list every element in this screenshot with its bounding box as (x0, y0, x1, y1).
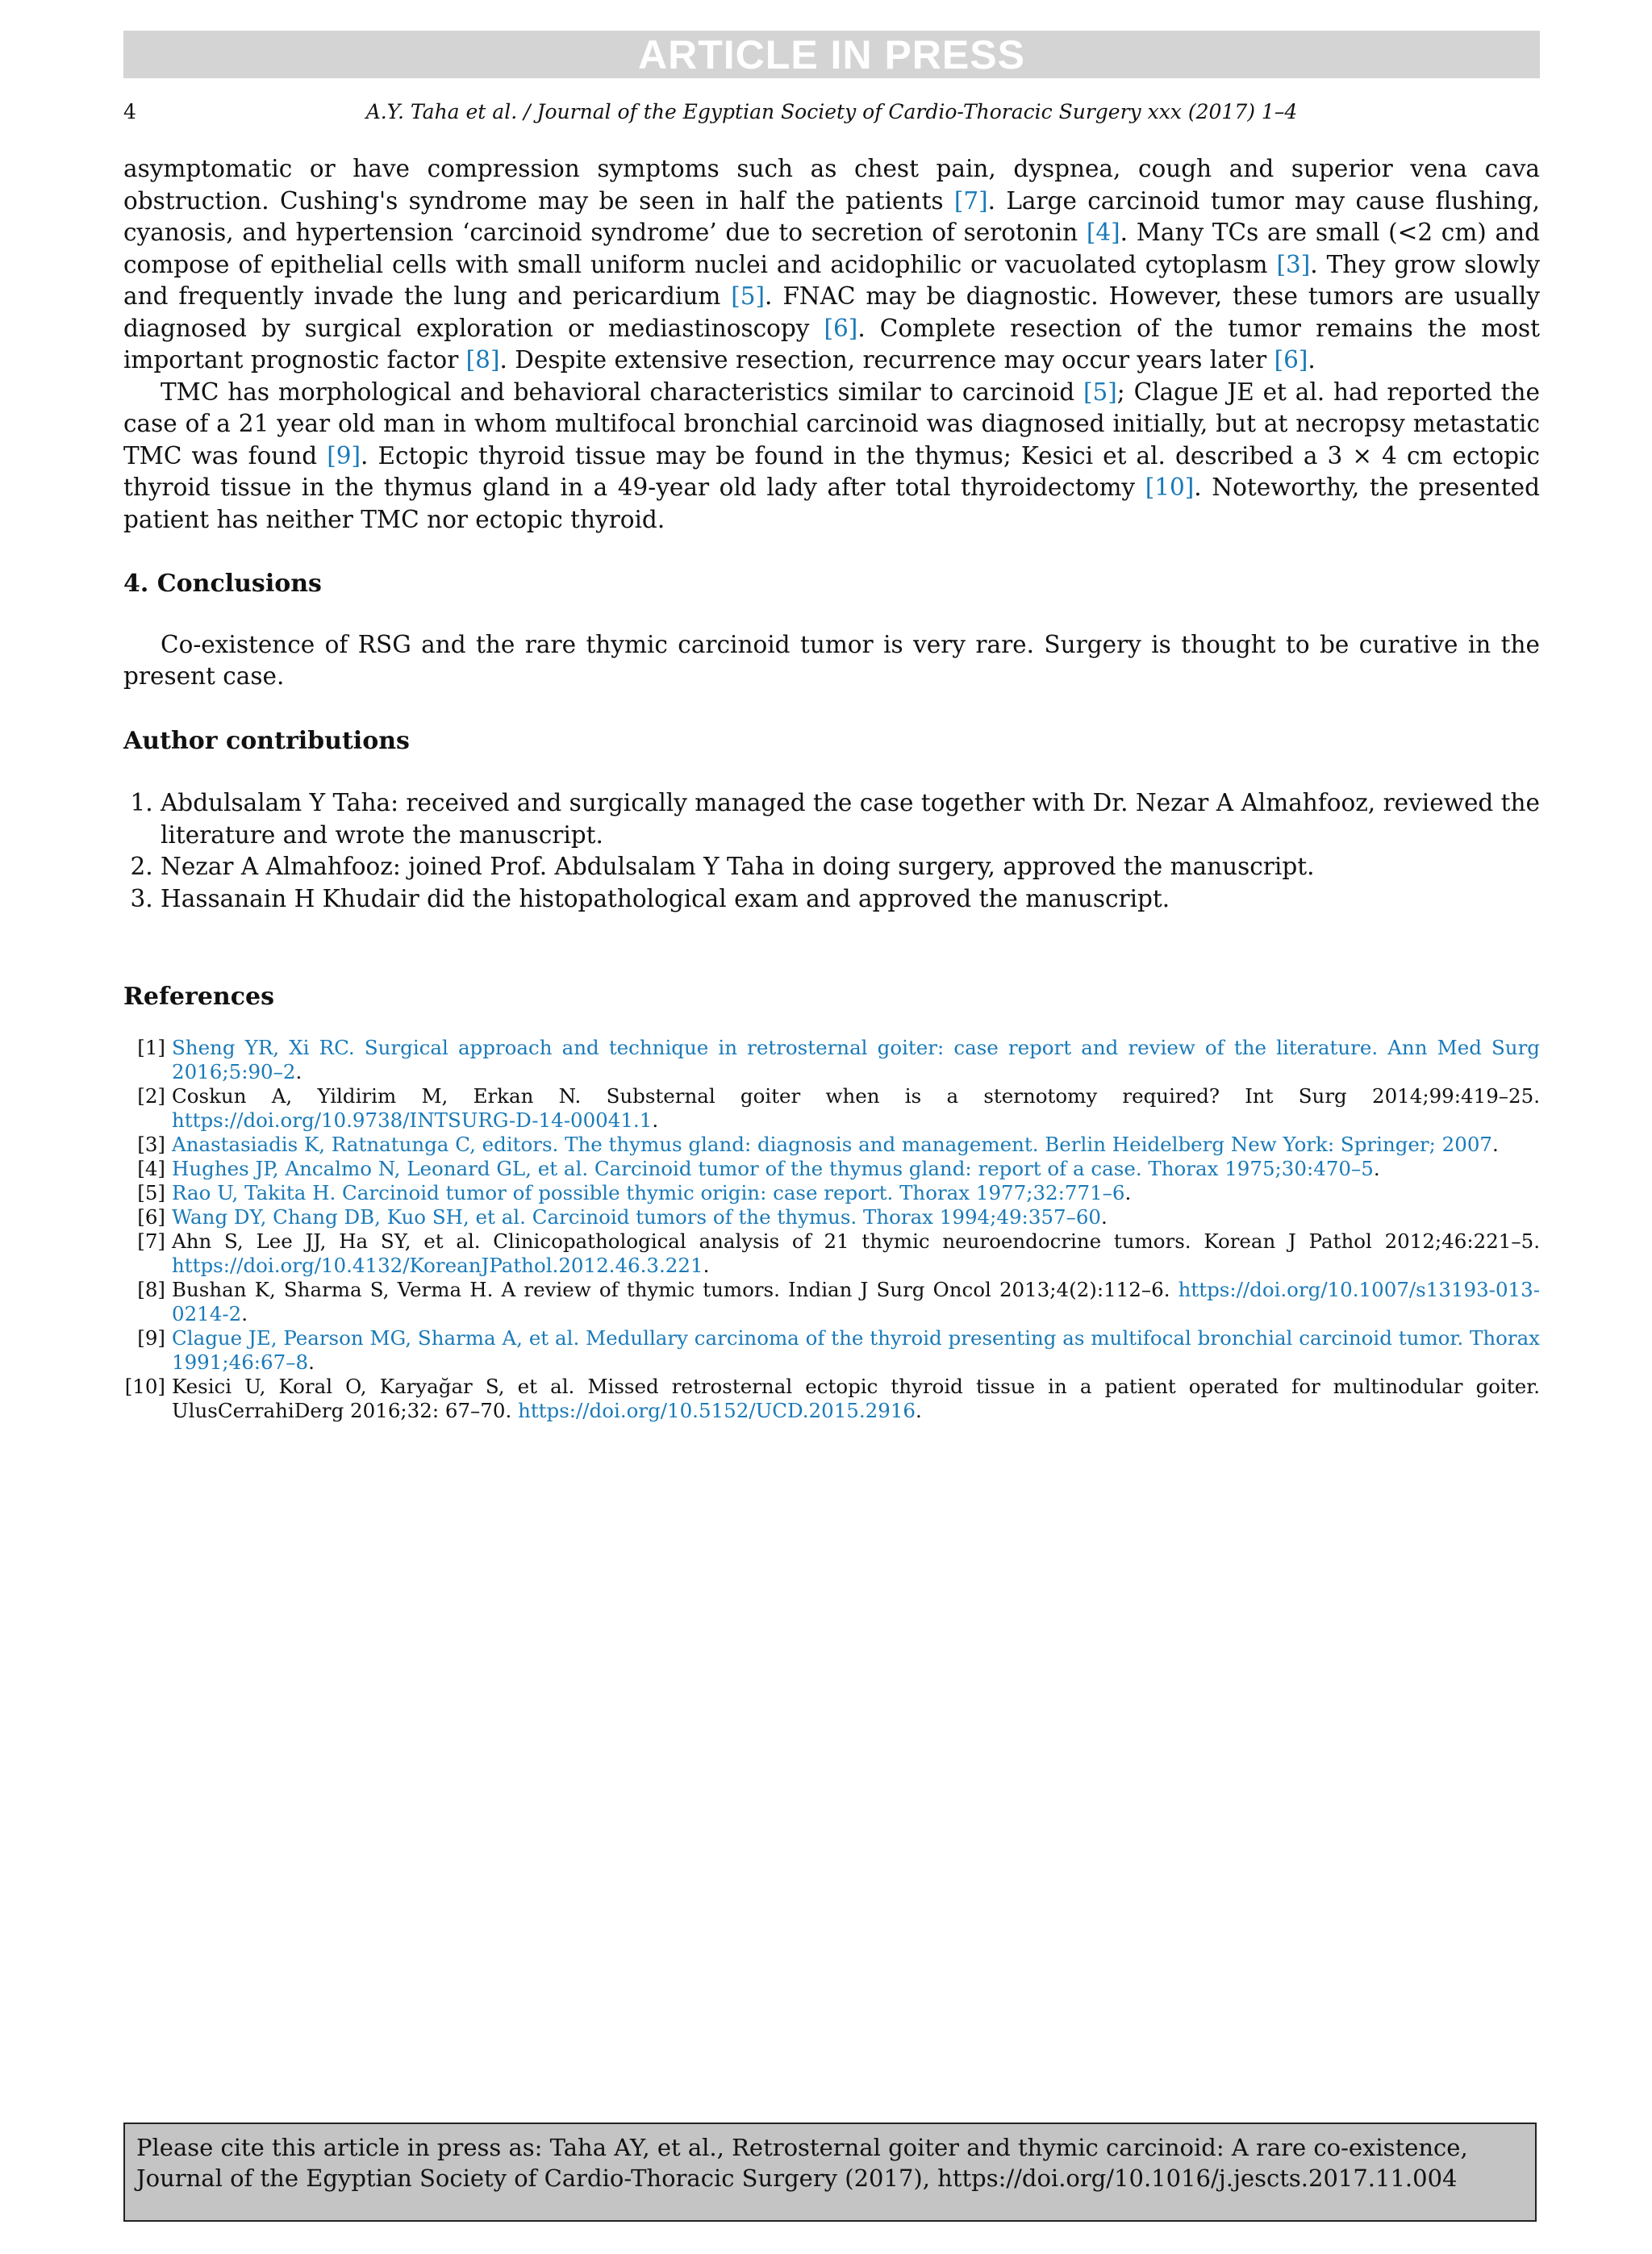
reference-number: [2] (137, 1083, 165, 1108)
reference-tail: . (295, 1059, 302, 1083)
reference-number: [1] (137, 1035, 165, 1059)
reference-tail: . (1124, 1180, 1132, 1204)
reference-link[interactable]: Sheng YR, Xi RC. Surgical approach and technique in retrosternal goiter: case report and review of the literature. Ann Med Surg 2016;5:90–2 (172, 1035, 1540, 1083)
text-run: . Ectopic thyroid tissue may be found in the thymus; Kesici et al. described a 3 × 4 cm ectopic thyroid tissue in the thymus gland in a 49-year old lady after total thyroidectomy (123, 441, 1540, 501)
author-contributions-list (123, 787, 1540, 915)
reference-number: [9] (137, 1325, 165, 1350)
text-run: . Noteworthy, the presented patient has neither TMC nor ectopic thyroid. (123, 474, 1541, 533)
citation-link[interactable]: [8] (465, 346, 500, 374)
paragraph-discussion-1 (123, 153, 1540, 377)
text-run: . Complete resection of the tumor remains the most important prognostic factor (123, 314, 1540, 374)
reference-tail: . (703, 1253, 710, 1277)
text-run: TMC has morphological and behavioral characteristics similar to carcinoid (161, 378, 1083, 406)
reference-item (123, 1157, 1540, 1181)
doi-link[interactable]: https://doi.org/10.9738/INTSURG-D-14-00041.1 (172, 1108, 653, 1132)
contribution-item: 1. Abdulsalam Y Taha: received and surgically managed the case together with Dr. Nezar A Almahfooz, reviewed the literature and wrote the manuscript. (161, 787, 1540, 851)
reference-number: [3] (137, 1132, 165, 1156)
reference-item (123, 1375, 1540, 1423)
citation-link[interactable]: [7] (953, 186, 988, 215)
reference-tail: . (1492, 1132, 1499, 1156)
reference-text: Kesici U, Koral O, Karyağar S, et al. Missed retrosternal ectopic thyroid tissue in a patient operated for multinodular goiter. UlusCerrahiDerg 2016;32: 67–70. (172, 1374, 1540, 1422)
reference-text: Bushan K, Sharma S, Verma H. A review of thymic tumors. Indian J Surg Oncol 2013;4(2):112–6. (172, 1277, 1179, 1301)
text-run: asymptomatic or have compression symptoms such as chest pain, dyspnea, cough and superior vena cava obstruction. Cushing's syndrome may be seen in half the patients (123, 155, 1540, 215)
text-run: . Despite extensive resection, recurrence may occur years later (499, 346, 1274, 374)
page-number: 4 (123, 100, 136, 123)
reference-tail: . (916, 1398, 922, 1422)
doi-link[interactable]: https://doi.org/10.4132/KoreanJPathol.2012.46.3.221 (172, 1253, 703, 1277)
reference-link[interactable]: Clague JE, Pearson MG, Sharma A, et al. Medullary carcinoma of the thyroid presenting as multifocal bronchial carcinoid tumor. Thorax 1991;46:67–8 (172, 1325, 1540, 1374)
reference-tail: . (1373, 1156, 1380, 1180)
reference-link[interactable]: Wang DY, Chang DB, Kuo SH, et al. Carcinoid tumors of the thymus. Thorax 1994;49:357–60 (172, 1204, 1102, 1229)
reference-item (123, 1278, 1540, 1326)
reference-item (123, 1084, 1540, 1133)
citation-link[interactable]: [6] (824, 314, 858, 342)
reference-number: [5] (137, 1180, 165, 1204)
article-body (123, 153, 1540, 1423)
reference-item (123, 1133, 1540, 1157)
text-run: . They grow slowly and frequently invade the lung and pericardium (123, 250, 1540, 310)
citation-link[interactable]: [6] (1274, 346, 1308, 374)
reference-tail: . (652, 1108, 659, 1132)
citation-notice-box: Please cite this article in press as: Taha AY, et al., Retrosternal goiter and thymic carcinoid: A rare co-existence, Journal of the Egyptian Society of Cardio-Thoracic Surgery (2017), https://doi.org/10.1016/j.jescts.2017.11.004 (123, 2123, 1537, 2222)
citation-link[interactable]: [9] (327, 441, 361, 470)
reference-text: Ahn S, Lee JJ, Ha SY, et al. Clinicopathological analysis of 21 thymic neuroendocrine tumors. Korean J Pathol 2012;46:221–5. (172, 1229, 1540, 1253)
reference-number: [4] (137, 1156, 165, 1180)
reference-item (123, 1326, 1540, 1375)
citation-link[interactable]: [5] (731, 282, 766, 310)
reference-item (123, 1205, 1540, 1229)
contribution-item: 2. Nezar A Almahfooz: joined Prof. Abdulsalam Y Taha in doing surgery, approved the manuscript. (161, 851, 1540, 883)
doi-link[interactable]: https://doi.org/10.5152/UCD.2015.2916 (518, 1398, 916, 1422)
running-head: A.Y. Taha et al. / Journal of the Egyptian Society of Cardio-Thoracic Surgery xxx (2017) 1–4 (365, 100, 1298, 123)
text-run: . (1308, 346, 1316, 374)
text-run: . Large carcinoid tumor may cause flushing, cyanosis, and hypertension ‘carcinoid syndrome’ due to secretion of serotonin (123, 186, 1540, 246)
paragraph-discussion-2 (123, 377, 1540, 536)
reference-list (123, 1036, 1540, 1423)
citation-link[interactable]: [10] (1145, 474, 1195, 501)
references-heading: References (123, 983, 274, 1011)
citation-link[interactable]: [4] (1086, 219, 1120, 246)
text-run: ; Clague JE et al. had reported the case of a 21 year old man in whom multifocal bronchial carcinoid was diagnosed initially, but at necropsy metastatic TMC was found (123, 378, 1540, 470)
reference-tail: . (1101, 1204, 1108, 1229)
citation-link[interactable]: [3] (1276, 250, 1311, 278)
reference-item (123, 1181, 1540, 1205)
reference-link[interactable]: Hughes JP, Ancalmo N, Leonard GL, et al. Carcinoid tumor of the thymus gland: report of a case. Thorax 1975;30:470–5 (172, 1156, 1374, 1180)
author-contributions-heading: Author contributions (123, 726, 410, 755)
reference-number: [10] (124, 1374, 165, 1398)
text-run: . FNAC may be diagnostic. However, these tumors are usually diagnosed by surgical exploration or mediastinoscopy (123, 282, 1540, 342)
doi-link[interactable]: https://doi.org/10.1007/s13193-013-0214-2 (172, 1277, 1540, 1325)
text-run: . Many TCs are small (<2 cm) and compose of epithelial cells with small uniform nuclei and acidophilic or vacuolated cytoplasm (123, 219, 1540, 278)
reference-text: Coskun A, Yildirim M, Erkan N. Substernal goiter when is a sternotomy required? Int Surg 2014;99:419–25. (172, 1083, 1540, 1108)
reference-link[interactable]: Anastasiadis K, Ratnatunga C, editors. The thymus gland: diagnosis and management. Berlin Heidelberg New York: Springer; 2007 (172, 1132, 1493, 1156)
reference-link[interactable]: Rao U, Takita H. Carcinoid tumor of possible thymic origin: case report. Thorax 1977;32:771–6 (172, 1180, 1125, 1204)
reference-number: [8] (137, 1277, 165, 1301)
reference-tail: . (308, 1350, 315, 1374)
reference-number: [6] (137, 1204, 165, 1229)
conclusions-paragraph: Co-existence of RSG and the rare thymic carcinoid tumor is very rare. Surgery is thought to be curative in the present case. (123, 630, 1540, 690)
conclusions-heading: 4. Conclusions (123, 570, 322, 598)
contribution-item: 3. Hassanain H Khudair did the histopathological exam and approved the manuscript. (161, 883, 1540, 916)
citation-link[interactable]: [5] (1083, 378, 1117, 406)
reference-number: [7] (137, 1229, 165, 1253)
reference-item (123, 1036, 1540, 1084)
article-in-press-banner: ARTICLE IN PRESS (123, 31, 1540, 78)
reference-item (123, 1229, 1540, 1278)
reference-tail: . (241, 1301, 248, 1325)
